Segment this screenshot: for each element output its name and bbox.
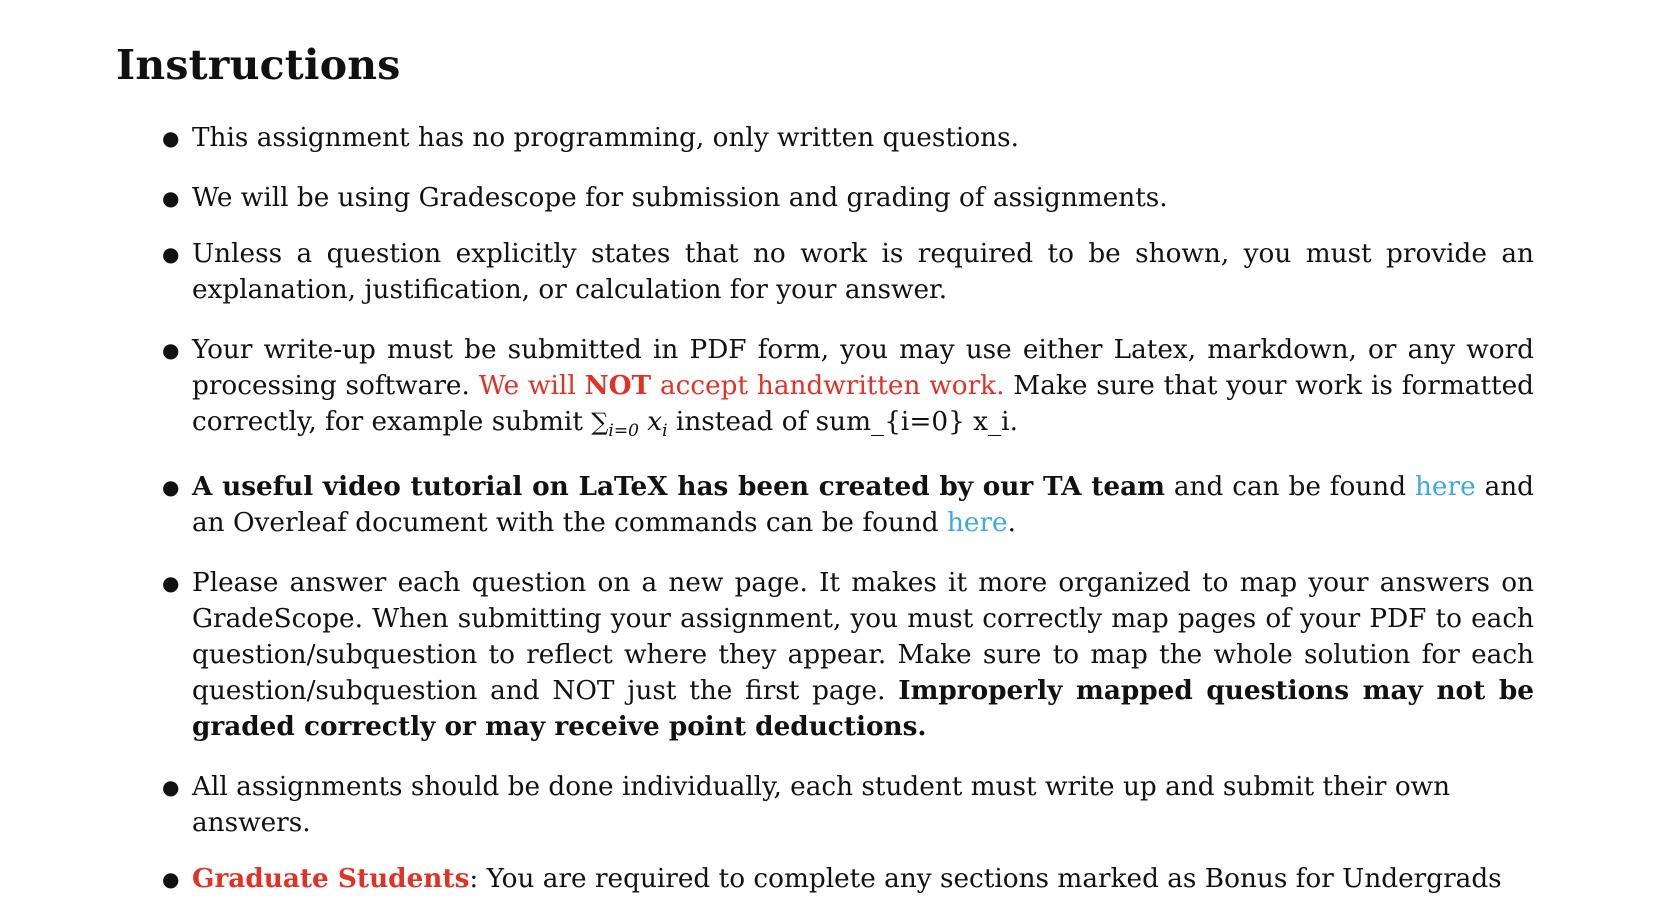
item-text: Please answer each question on a new page. It makes it more organized to map your answers on GradeScope. When submitting your assignment, you must correctly map pages of your PDF to each question/subquestion to reflect where they appear. Make sure to map the whole solution for each question/subquestion and NOT just the first page. xyxy=(192,568,1534,706)
item-text: instead of sum_{i=0} x_i. xyxy=(675,407,1018,437)
bullet-icon: ● xyxy=(162,867,180,891)
bullet-icon: ● xyxy=(162,186,180,210)
instructions-list xyxy=(158,120,1534,897)
section-heading: Instructions xyxy=(116,41,401,89)
bullet-icon: ● xyxy=(162,126,180,150)
bullet-icon: ● xyxy=(162,475,180,499)
item-text: : You are required to complete any sections marked as Bonus for Undergrads xyxy=(469,864,1502,894)
list-item xyxy=(158,769,1534,841)
video-tutorial-link[interactable]: here xyxy=(1415,472,1476,502)
bullet-icon: ● xyxy=(162,242,180,266)
bullet-icon: ● xyxy=(162,571,180,595)
list-item xyxy=(158,469,1534,541)
warning-emphasis: NOT xyxy=(584,370,652,401)
bullet-icon: ● xyxy=(162,338,180,362)
bold-text: Improperly mapped questions may not be graded correctly or may receive point deductions. xyxy=(192,675,1534,742)
item-text: Unless a question explicitly states that no work is required to be shown, you must provide an explanation, justification, or calculation for your answer. xyxy=(192,239,1534,305)
item-text: This assignment has no programming, only written questions. xyxy=(192,123,1019,153)
list-item xyxy=(158,565,1534,745)
list-item xyxy=(158,120,1534,156)
overleaf-link[interactable]: here xyxy=(946,508,1008,538)
list-item xyxy=(158,180,1534,216)
graduate-label: Graduate Students xyxy=(192,863,470,894)
item-text: and can be found xyxy=(1173,472,1407,502)
list-item xyxy=(158,236,1534,308)
item-text: Your write-up must be submitted in PDF form, you may use either Latex, markdown, or any word processing software. xyxy=(192,335,1534,401)
item-text: and an Overleaf document with the commands can be found xyxy=(192,472,1535,538)
item-text: . xyxy=(1007,508,1016,538)
item-text: All assignments should be done individually, each student must write up and submit their own answers. xyxy=(192,772,1451,838)
math-expression: $\sum_{i=0}$ $x_i$ xyxy=(591,407,668,441)
item-text: We will be using Gradescope for submission and grading of assignments. xyxy=(192,183,1168,213)
list-item xyxy=(158,332,1534,449)
warning-text: We will xyxy=(478,371,576,401)
warning-text-end: accept handwritten work. xyxy=(659,371,1005,401)
bullet-icon: ● xyxy=(162,775,180,799)
item-text: Make sure that your work is formatted correctly, for example submit xyxy=(192,371,1534,437)
bold-text: A useful video tutorial on LaTeX has been created by our TA team xyxy=(192,471,1165,502)
list-item xyxy=(158,861,1534,897)
